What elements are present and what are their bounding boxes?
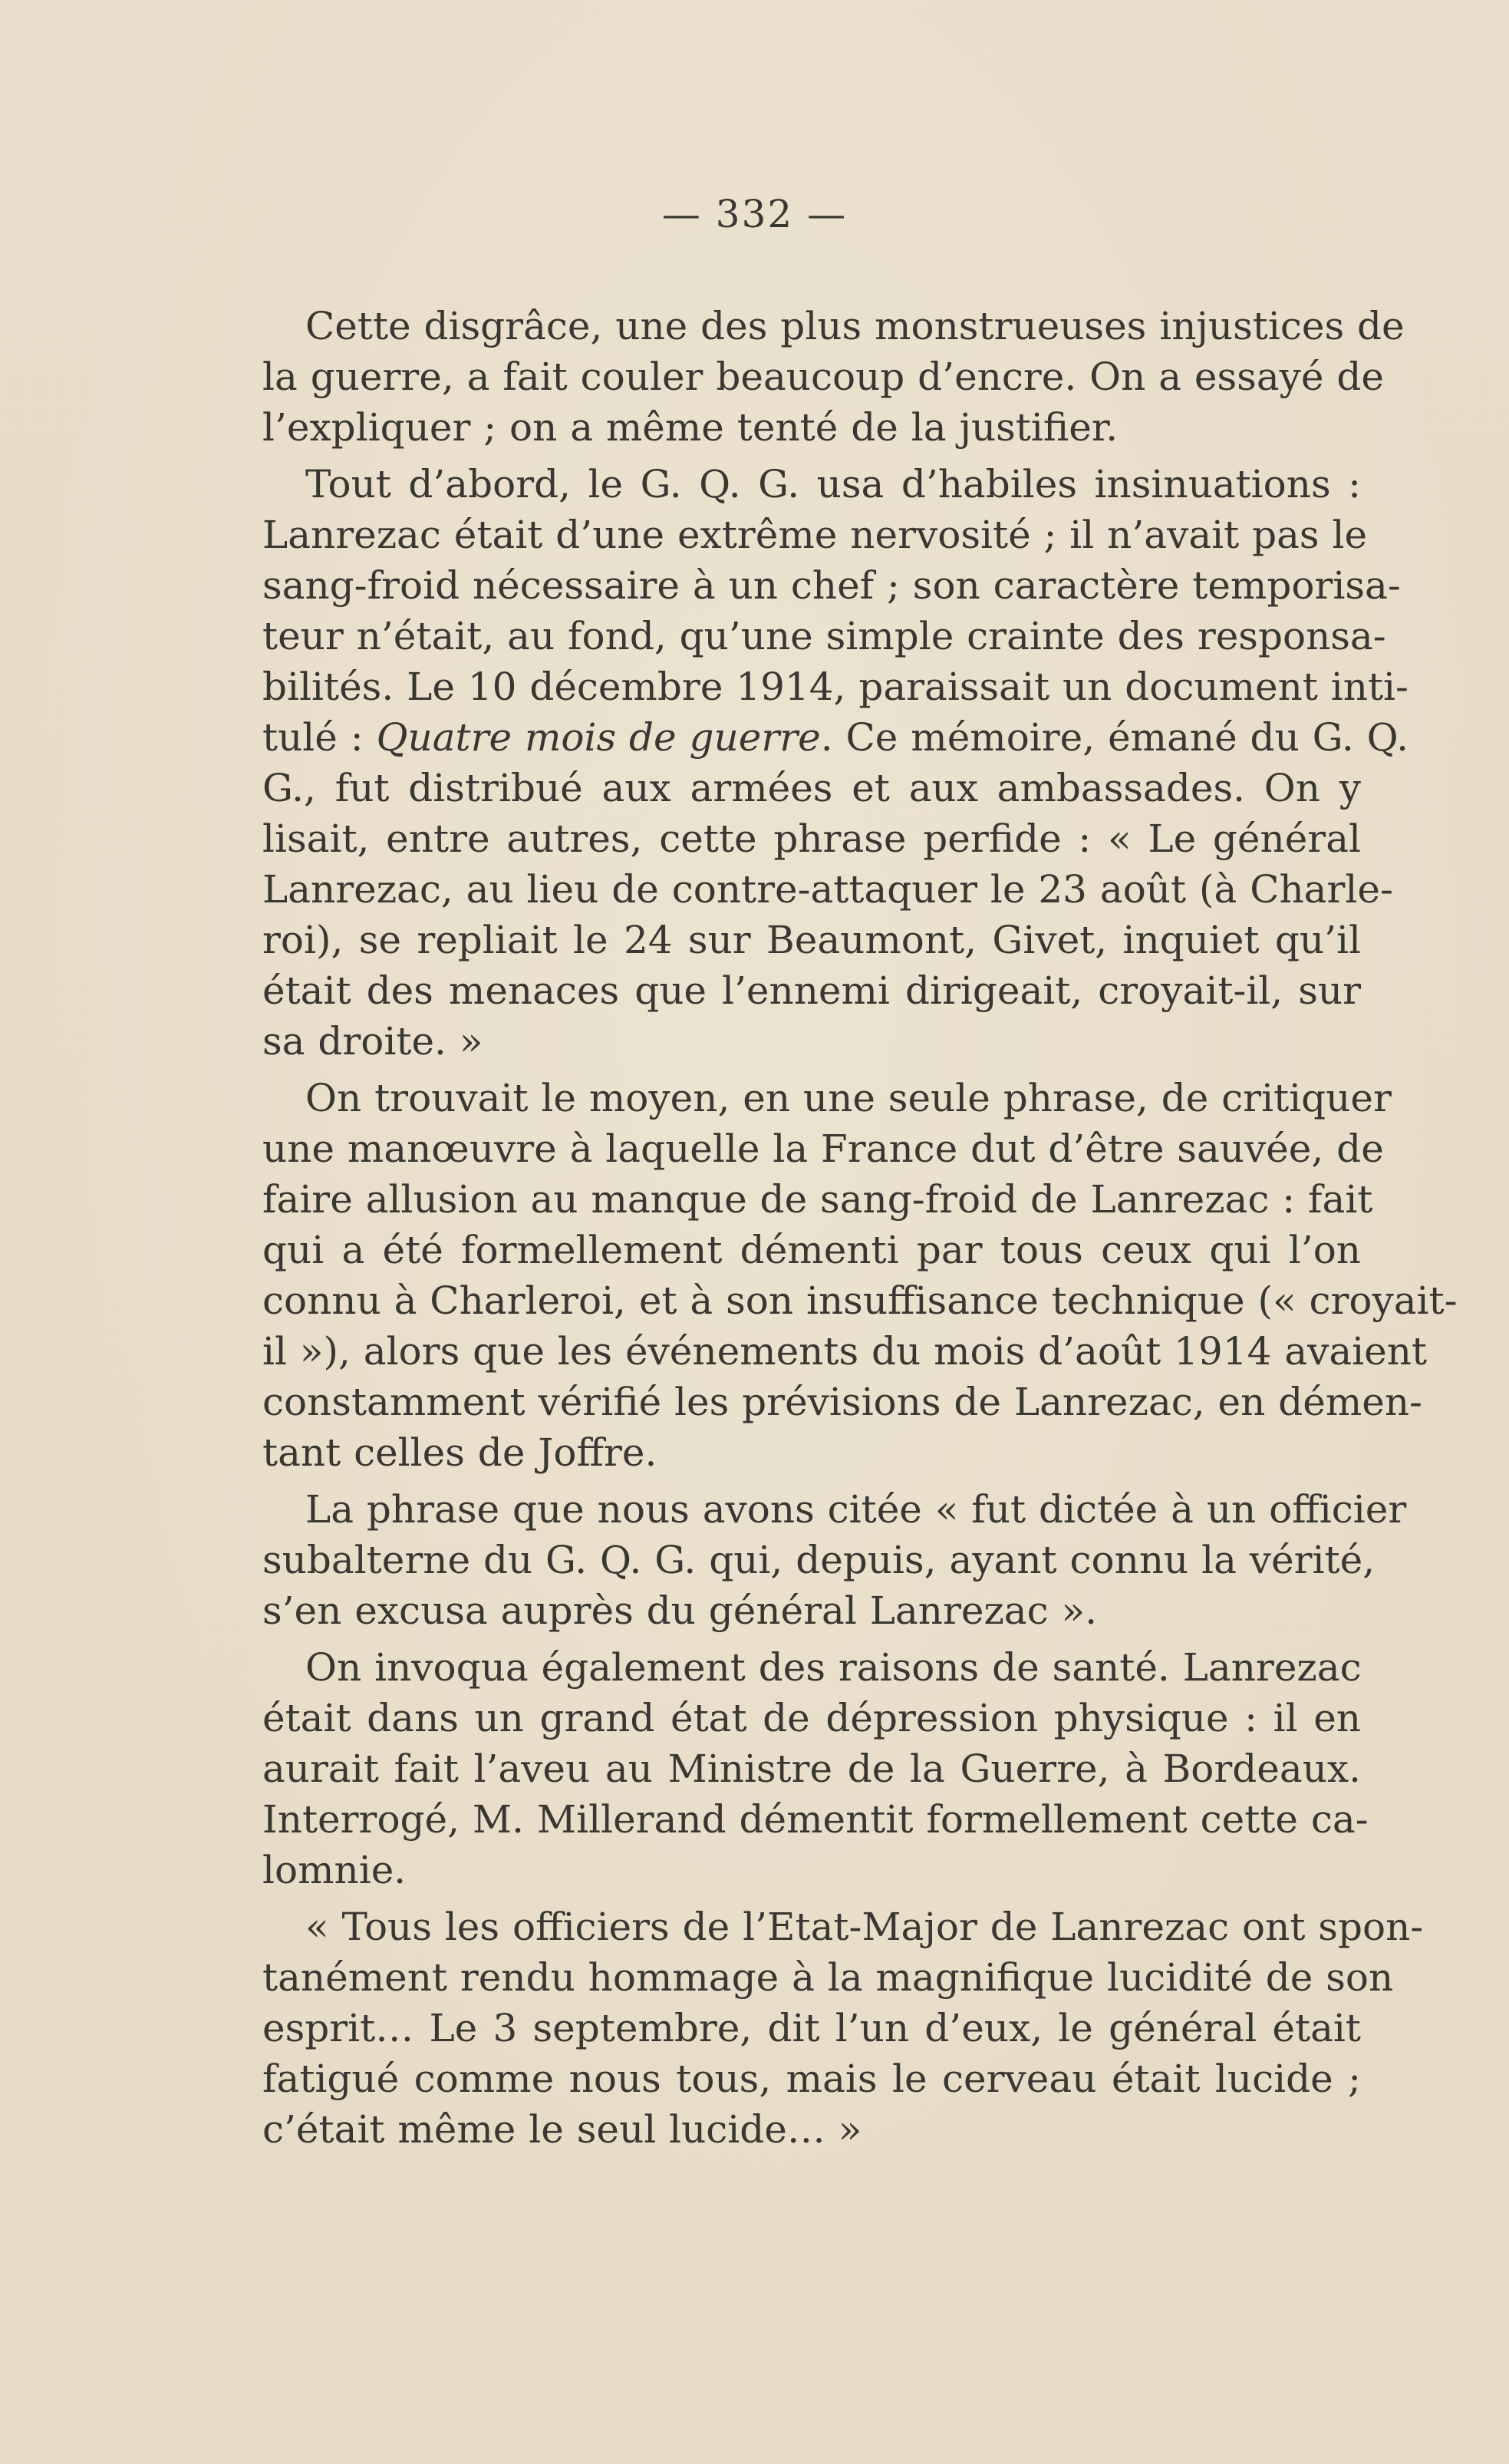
text-line: était dans un grand état de dépression physique : il en: [262, 1696, 1361, 1740]
text-line: On trouvait le moyen, en une seule phrase, de critiquer: [305, 1076, 1392, 1120]
text-line: qui a été formellement démenti par tous ceux qui l’on: [262, 1228, 1361, 1272]
text-line: Lanrezac, au lieu de contre-attaquer le 23 août (à Charle-: [262, 867, 1393, 912]
text-line: Tout d’abord, le G. Q. G. usa d’habiles insinuations :: [305, 462, 1361, 506]
text-line: Cette disgrâce, une des plus monstrueuses injustices de: [305, 304, 1405, 348]
text-line: G., fut distribué aux armées et aux ambassades. On y: [262, 766, 1361, 810]
text-line: connu à Charleroi, et à son insuffisance technique (« croyait-: [262, 1278, 1458, 1323]
paragraph-1: [262, 301, 1405, 453]
text-line: il »), alors que les événements du mois d’août 1914 avaient: [262, 1329, 1428, 1374]
text-line: On invoqua également des raisons de santé. Lanrezac: [305, 1645, 1362, 1690]
paragraph-5: [262, 1642, 1369, 1895]
text-line: lisait, entre autres, cette phrase perfide : « Le général: [262, 816, 1361, 861]
paragraph-3: [262, 1073, 1458, 1478]
text-line: s’en excusa auprès du général Lanrezac ».: [262, 1588, 1097, 1633]
text-body: [262, 301, 1458, 2155]
text-line: tanément rendu hommage à la magnifique lucidité de son: [262, 1955, 1394, 2000]
text-line: aurait fait l’aveu au Ministre de la Guerre, à Bordeaux.: [262, 1747, 1361, 1791]
text-line: Lanrezac était d’une extrême nervosité ; il n’avait pas le: [262, 513, 1368, 557]
text-line: sang-froid nécessaire à un chef ; son caractère temporisa-: [262, 563, 1401, 608]
text-line: roi), se repliait le 24 sur Beaumont, Givet, inquiet qu’il: [262, 918, 1361, 962]
text-line: sa droite. »: [262, 1019, 483, 1064]
text-line: constamment vérifié les prévisions de Lanrezac, en démen-: [262, 1380, 1422, 1424]
text-line: fatigué comme nous tous, mais le cerveau était lucide ;: [262, 2057, 1361, 2101]
text-line: la guerre, a fait couler beaucoup d’encre. On a essayé de: [262, 355, 1384, 399]
text-fragment: . Ce mémoire, émané du G. Q.: [820, 715, 1409, 760]
text-line: était des menaces que l’ennemi dirigeait, croyait-il, sur: [262, 968, 1361, 1013]
text-line: c’était même le seul lucide… »: [262, 2107, 862, 2152]
paragraph-4: [262, 1484, 1407, 1636]
text-line: esprit… Le 3 septembre, dit l’un d’eux, le général était: [262, 2006, 1361, 2050]
italic-book-title: Quatre mois de guerre: [376, 715, 821, 760]
text-line: l’expliquer ; on a même tenté de la justifier.: [262, 405, 1119, 450]
text-line: teur n’était, au fond, qu’une simple crainte des responsa-: [262, 614, 1386, 658]
text-line: « Tous les officiers de l’Etat-Major de Lanrezac ont spon-: [305, 1905, 1424, 1949]
page-number: — 332 —: [661, 192, 848, 236]
text-line: La phrase que nous avons citée « fut dictée à un officier: [305, 1487, 1407, 1532]
text-line: tant celles de Joffre.: [262, 1430, 657, 1475]
text-fragment: tulé :: [262, 715, 377, 760]
text-line: une manœuvre à laquelle la France dut d’être sauvée, de: [262, 1126, 1384, 1171]
text-line: subalterne du G. Q. G. qui, depuis, ayant connu la vérité,: [262, 1538, 1376, 1582]
text-line: lomnie.: [262, 1848, 407, 1892]
paragraph-2: [262, 459, 1409, 1067]
text-line-with-italic-title: [262, 712, 1409, 763]
text-line: bilités. Le 10 décembre 1914, paraissait un document inti-: [262, 665, 1409, 709]
text-line: faire allusion au manque de sang-froid de Lanrezac : fait: [262, 1177, 1373, 1222]
paragraph-6: [262, 1902, 1424, 2155]
text-line: Interrogé, M. Millerand démentit formellement cette ca-: [262, 1797, 1369, 1842]
